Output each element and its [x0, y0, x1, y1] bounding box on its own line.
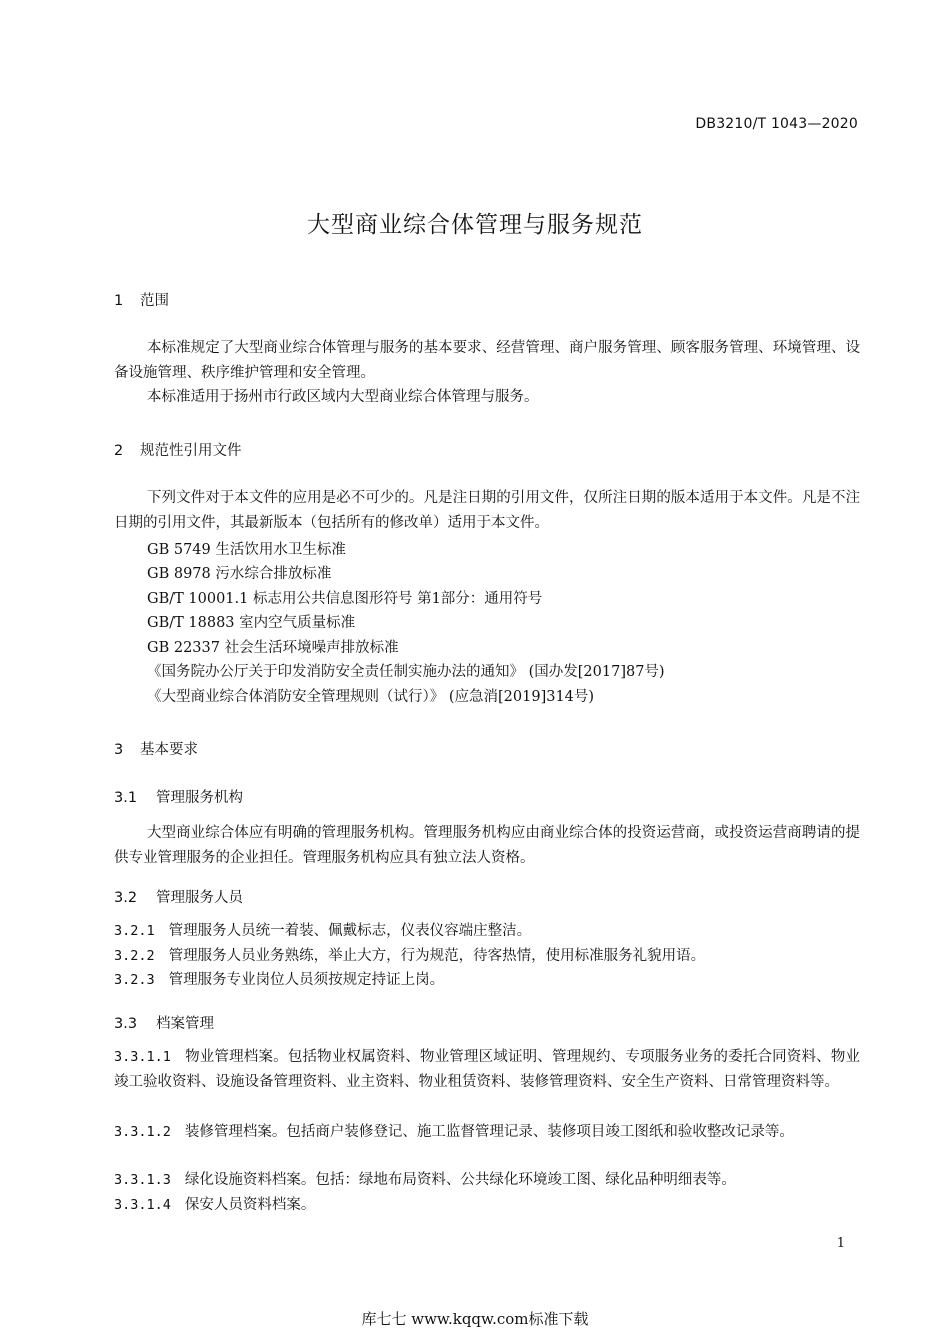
reference-item: 《大型商业综合体消防安全管理规则（试行）》 (应急消[2019]314号) — [147, 689, 595, 705]
footer-watermark-text: 库七七 www.kqqw.com标准下载 — [361, 1310, 589, 1328]
reference-item: 《国务院办公厅关于印发消防安全责任制实施办法的通知》 (国办发[2017]87号) — [147, 664, 665, 680]
clause-text: 管理服务人员业务熟练，举止大方，行为规范，待客热情，使用标准服务礼貌用语。 — [168, 948, 706, 964]
clause-text: 装修管理档案。包括商户装修登记、施工监督管理记录、装修项目竣工图纸和验收整改记录等。 — [184, 1124, 794, 1140]
subsection-3-2-heading — [114, 886, 243, 907]
subsection-title: 管理服务机构 — [156, 790, 243, 806]
clause-item — [114, 1120, 860, 1145]
section-1-heading — [114, 289, 169, 310]
clause-item — [114, 968, 860, 993]
reference-item: GB 5749 生活饮用水卫生标准 — [147, 542, 346, 558]
clause-text: 管理服务人员统一着装、佩戴标志，仪表仪容端庄整洁。 — [168, 923, 532, 939]
subsection-title: 管理服务人员 — [156, 890, 243, 906]
subsection-3-3-heading — [114, 1012, 214, 1033]
clause-item — [114, 919, 860, 944]
clause-number: 3.2.2 — [114, 948, 155, 964]
clause-number: 3.2.3 — [114, 972, 155, 988]
section-number: 1 — [114, 293, 124, 309]
clause-text: 管理服务专业岗位人员须按规定持证上岗。 — [168, 972, 445, 988]
clause-item — [114, 1193, 860, 1218]
section-2-heading — [114, 439, 242, 460]
clause-item — [114, 1045, 860, 1094]
clause-text: 保安人员资料档案。 — [184, 1197, 316, 1213]
clause-text: 物业管理档案。包括物业权属资料、物业管理区域证明、管理规约、专项服务业务的委托合同资料、物业竣工验收资料、设施设备管理资料、业主资料、物业租赁资料、装修管理资料、安全生产资料、日常管理资料等。 — [114, 1049, 860, 1090]
clause-number: 3.3.1.2 — [114, 1124, 171, 1140]
clause-item — [114, 944, 860, 969]
reference-item: GB 22337 社会生活环境噪声排放标准 — [147, 640, 399, 656]
section-title: 范围 — [140, 293, 169, 309]
subsection-number: 3.2 — [114, 890, 138, 906]
section-number: 3 — [114, 742, 124, 758]
clause-item — [114, 1168, 860, 1193]
section-number: 2 — [114, 443, 124, 459]
clause-number: 3.3.1.1 — [114, 1049, 171, 1065]
paragraph: 本标准规定了大型商业综合体管理与服务的基本要求、经营管理、商户服务管理、顾客服务管理、环境管理、设备设施管理、秩序维护管理和安全管理。 — [114, 340, 860, 381]
section-3-heading — [114, 738, 198, 759]
subsection-number: 3.3 — [114, 1016, 138, 1032]
reference-item: GB/T 10001.1 标志用公共信息图形符号 第1部分：通用符号 — [147, 591, 543, 607]
subsection-3-1-heading — [114, 786, 243, 807]
section-title: 规范性引用文件 — [140, 443, 242, 459]
paragraph: 大型商业综合体应有明确的管理服务机构。管理服务机构应由商业综合体的投资运营商，或投资运营商聘请的提供专业管理服务的企业担任。管理服务机构应具有独立法人资格。 — [114, 825, 860, 866]
reference-item: GB 8978 污水综合排放标准 — [147, 566, 332, 582]
document-number: DB3210/T 1043—2020 — [695, 116, 858, 132]
clause-number: 3.2.1 — [114, 923, 155, 939]
clause-number: 3.3.1.3 — [114, 1172, 171, 1188]
paragraph: 本标准适用于扬州市行政区域内大型商业综合体管理与服务。 — [147, 389, 539, 405]
subsection-number: 3.1 — [114, 790, 138, 806]
subsection-title: 档案管理 — [156, 1016, 214, 1032]
page-title: 大型商业综合体管理与服务规范 — [307, 212, 643, 238]
clause-number: 3.3.1.4 — [114, 1197, 171, 1213]
paragraph: 下列文件对于本文件的应用是必不可少的。凡是注日期的引用文件，仅所注日期的版本适用于本文件。凡是不注日期的引用文件，其最新版本（包括所有的修改单）适用于本文件。 — [114, 490, 860, 531]
section-title: 基本要求 — [140, 742, 198, 758]
clause-text: 绿化设施资料档案。包括：绿地布局资料、公共绿化环境竣工图、绿化品种明细表等。 — [184, 1172, 736, 1188]
reference-item: GB/T 18883 室内空气质量标准 — [147, 615, 356, 631]
page-number: 1 — [836, 1236, 845, 1251]
